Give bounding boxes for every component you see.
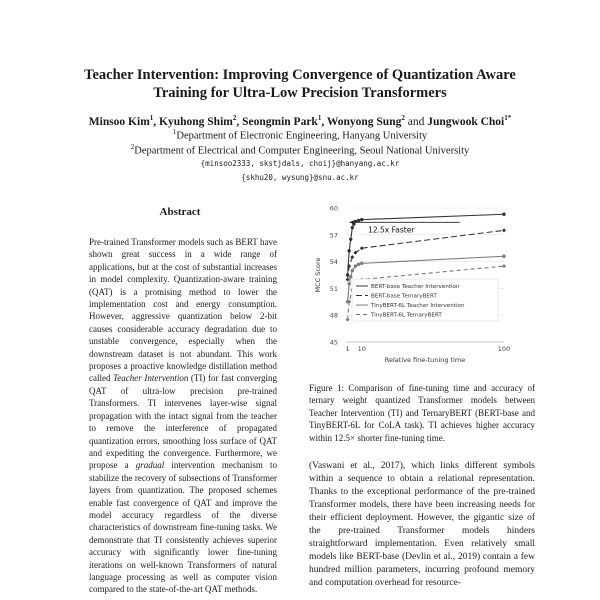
data-point — [502, 264, 506, 268]
series-line — [348, 230, 504, 279]
data-point — [351, 269, 354, 272]
y-tick-label: 60 — [329, 204, 338, 213]
author-emails: {skhu20, wysung}@snu.ac.kr — [241, 173, 359, 182]
series-line — [348, 214, 504, 275]
author-emails: {minsoo2333, skstjdals, choij}@hanyang.ac.kr — [200, 159, 400, 168]
mcc-chart — [308, 200, 511, 378]
data-point — [502, 228, 506, 232]
author-separator: , — [236, 115, 240, 128]
paper-title-line1: Teacher Intervention: Improving Convergence of Quantization Aware — [84, 67, 516, 83]
y-tick-label: 45 — [329, 338, 338, 347]
data-point — [350, 255, 354, 259]
data-point — [346, 277, 350, 281]
author-affil-mark: 1 — [149, 114, 154, 122]
data-point — [351, 226, 354, 229]
author-affil-mark: 2 — [232, 114, 237, 122]
abstract-method-name: Teacher Intervention — [113, 373, 189, 384]
data-point — [502, 255, 505, 258]
author-affil-mark: 2 — [401, 114, 405, 122]
data-point — [360, 246, 364, 250]
x-axis-label: Relative fine-tuning time — [384, 356, 466, 364]
author-and: and — [407, 115, 425, 128]
data-point — [360, 262, 363, 265]
legend-label: BERT-base TernaryBERT — [371, 293, 437, 300]
data-point — [354, 264, 357, 267]
y-axis-label: MCC Score — [314, 257, 322, 293]
legend-label: TinyBERT-6L Teacher Intervention — [371, 303, 465, 310]
figure-caption: Figure 1: Comparison of fine-tuning time and accuracy of ternary weight quantized Transformer models between Teacher Intervention (TI) and TernaryBERT (BERT-base and TinyBERT-6L for CoLA task). TI achieves higher accuracy within 12.5× shorter fine-tuning time. — [309, 383, 535, 443]
data-point — [502, 213, 505, 216]
author-affil-mark: 1* — [504, 114, 512, 122]
data-point — [360, 218, 363, 221]
data-point — [347, 282, 350, 285]
abstract-text: Pre-trained Transformer models such as BERT have shown great success in a wide range of applications, but at the cost of substantial increases in model complexity. Quantization-aware training (QAT) is a promising method to lower the implementation cost and energy consumption. However, aggressive quantization below 2-bit causes considerable accuracy degradation due to unstable convergence, especially when the downstream dataset is not abundant. This work proposes a proactive knowledge distillation method called — [89, 237, 277, 384]
author-separator: , — [153, 115, 157, 128]
abstract-body — [89, 236, 277, 596]
x-tick-label: 1 — [345, 345, 350, 353]
intro-paragraph: (Vaswani et al., 2017), which links different symbols within a sequence to obtain a relational representation. Thanks to the exceptional performance of the pre-trained Transformer models, there have been increasing needs for their efficient deployment. However, the gigantic size of the pre-trained Transformer models hinders straightforward implementation. Even relatively small models like BERT-base (Devlin et al., 2019) contain a few hundred million parameters, incurring profound memory and computation overhead for resource- — [309, 461, 535, 588]
figure-1 — [308, 200, 511, 378]
author-name: Minsoo Kim — [88, 115, 150, 128]
legend-label: BERT-base Teacher Intervention — [371, 284, 460, 291]
y-tick-label: 48 — [329, 311, 338, 320]
author-name: Kyuhong Shim — [159, 115, 233, 128]
x-tick-label: 100 — [497, 345, 511, 353]
data-point — [349, 275, 352, 278]
affiliation-text: Department of Electrical and Computer Engineering, Seoul National University — [134, 145, 470, 157]
y-tick-label: 54 — [329, 258, 338, 267]
abstract-heading: Abstract — [159, 206, 201, 218]
affiliation — [30, 140, 570, 159]
affiliation-text: Department of Electronic Engineering, Hanyang University — [176, 130, 428, 142]
abstract-emphasis: gradual — [135, 460, 165, 471]
abstract-text: (TI) for fast converging QAT of ultra-low precision pre-trained Transformers. TI intervenes layer-wise signal propagation with the intact signal from the teacher to remove the interference of propagated quantization errors, smoothing loss surface of QAT and expediting the convergence. Furthermore, we propose a — [89, 373, 277, 471]
author-name: Wonyong Sung — [326, 115, 402, 128]
annotation-label: 12.5x Faster — [368, 225, 415, 235]
paper-title-line2: Training for Ultra-Low Precision Transformers — [153, 85, 447, 101]
abstract-text: intervention mechanism to stabilize the recovery of subsections of Transformer layers from quantization. The proposed schemes enable fast convergence of QAT and improve the model accuracy regardless of the diverse characteristics of downstream fine-tuning tasks. We demonstrate that TI consistently achieves superior accuracy with significantly lower fine-tuning iterations on well-known Transformers of natural language processing as well as computer vision compared to the state-of-the-art QAT methods. — [89, 460, 277, 595]
data-point — [357, 219, 360, 222]
affiliation-mark: 1 — [172, 128, 177, 136]
data-point — [346, 318, 350, 322]
legend-label: TinyBERT-6L TernaryBERT — [371, 312, 442, 319]
annotation-arrow-head — [350, 220, 354, 224]
x-tick-label: 10 — [357, 345, 366, 353]
chart-legend — [352, 279, 498, 321]
paper-title — [40, 66, 560, 102]
data-point — [357, 263, 360, 266]
data-point — [347, 249, 350, 252]
y-tick-label: 51 — [329, 284, 338, 293]
author-separator: , — [321, 115, 325, 128]
author-name: Seongmin Park — [242, 115, 318, 128]
author-name: Jungwook Choi — [427, 115, 505, 128]
data-point — [349, 238, 352, 241]
affiliation-mark: 2 — [130, 143, 135, 151]
y-tick-label: 57 — [329, 231, 338, 240]
author-affil-mark: 1 — [317, 114, 322, 122]
